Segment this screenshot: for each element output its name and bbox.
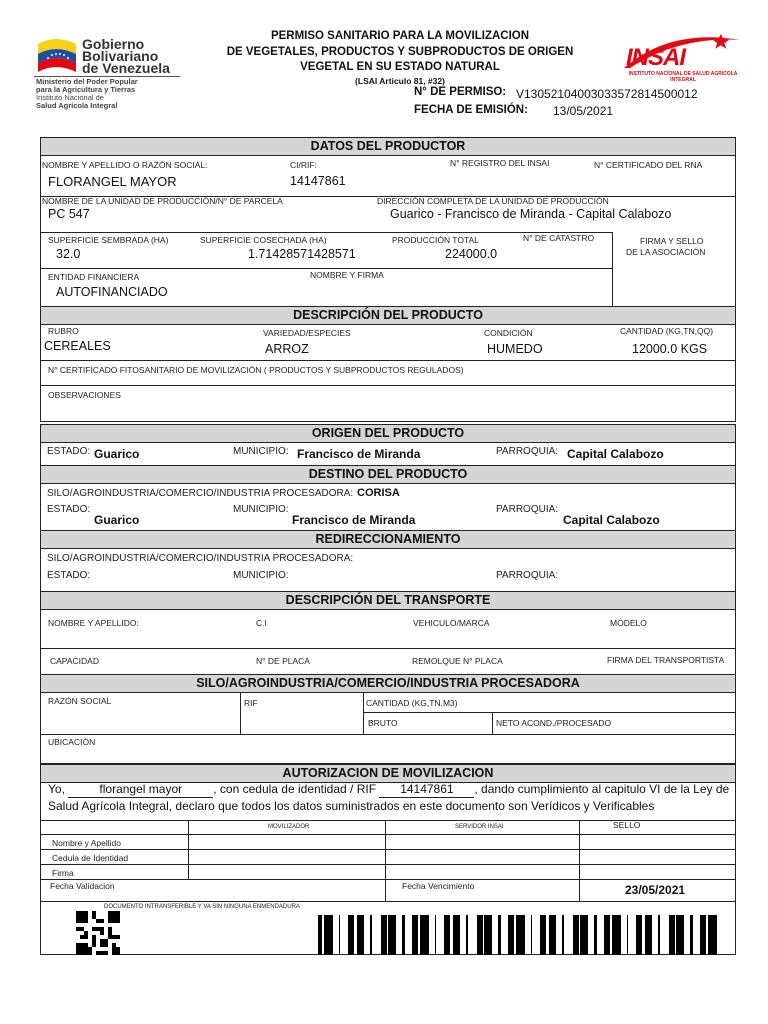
- destination-municipality: Francisco de Miranda: [292, 513, 416, 527]
- barcode-bar: [682, 915, 684, 955]
- harvested-area: 1.71428571428571: [248, 247, 356, 261]
- institute-line-2: Salud Agrícola Integral: [36, 101, 118, 110]
- sown-area: 32.0: [56, 247, 81, 261]
- permit-number: V13052104003033572814500012: [516, 87, 698, 101]
- sown-area-label: SUPERFICIE SEMBRADA (HA): [48, 235, 169, 245]
- barcode-bar: [658, 915, 660, 955]
- barcode-bar: [352, 915, 354, 955]
- barcode-bar: [327, 915, 328, 955]
- barcode-bar: [616, 915, 618, 955]
- legal-reference: (LSAI Articulo 81, #32): [355, 76, 445, 86]
- barcode-bar: [540, 915, 543, 955]
- barcode-bar: [484, 915, 486, 955]
- barcode-bar: [678, 915, 681, 955]
- barcode-bar: [627, 915, 628, 955]
- barcode-bar: [363, 915, 364, 955]
- productor-title: DATOS DEL PRODUCTOR: [40, 137, 736, 156]
- address: Guarico - Francisco de Miranda - Capital Calabozo: [390, 207, 672, 221]
- barcode-bar: [321, 915, 322, 955]
- barcode-bar: [606, 915, 609, 955]
- silo-rif-label: RIF: [244, 698, 258, 708]
- barcode-bar: [712, 915, 714, 955]
- insai-subtitle: INSTITUTO NACIONAL DE SALUD AGRICOLA INTEGRAL: [628, 71, 738, 83]
- association-sign-label-1: FIRMA Y SELLO: [640, 236, 704, 246]
- barcode-bar: [466, 915, 468, 955]
- barcode-bar: [339, 915, 340, 955]
- driver-sign-label: FIRMA DEL TRANSPORTISTA: [607, 655, 725, 665]
- insai-logo: [620, 34, 744, 84]
- production-unit-label: NOMBRE DE LA UNIDAD DE PRODUCCIÓN/N° DE PARCELA: [42, 196, 283, 206]
- barcode-bar: [573, 915, 574, 955]
- association-sign-label-2: DE LA ASOCIACIÓN: [626, 247, 706, 257]
- barcode-bar: [531, 915, 532, 955]
- barcode-bar: [676, 915, 678, 955]
- origin-title: ORIGEN DEL PRODUCTO: [40, 424, 736, 443]
- barcode-bar: [423, 915, 424, 955]
- gobierno-logo: [34, 30, 184, 110]
- silo-qty-label: CANTIDAD (KG,TN,M3): [366, 698, 458, 708]
- col-server-label: SERVIDOR INSAI: [455, 824, 504, 830]
- ministry-line-2: para la Agricultura y Tierras: [36, 85, 136, 94]
- barcode-bar: [612, 915, 615, 955]
- product-title: DESCRIPCIÓN DEL PRODUCTO: [40, 306, 736, 325]
- title-line-3: VEGETAL EN SU ESTADO NATURAL: [300, 61, 500, 73]
- barcode-bar: [330, 915, 333, 955]
- emission-label: FECHA DE EMISIÓN:: [414, 104, 528, 116]
- location-label: UBICACIÓN: [48, 737, 96, 747]
- statement-line-2: Salud Agrícola Integral, declaro que todos los datos suministrados en este documento son Verídicos y Verificables: [48, 799, 655, 813]
- barcode-bar: [594, 915, 597, 955]
- statement-yo: Yo,: [48, 782, 65, 796]
- finance-entity: AUTOFINANCIADO: [56, 285, 168, 299]
- driver-name-label: NOMBRE Y APELLIDO:: [48, 618, 139, 628]
- barcode-bar: [357, 915, 358, 955]
- origin-state-label: ESTADO:: [47, 446, 91, 457]
- redirect-municipality-label: MUNICIPIO:: [233, 570, 289, 581]
- barcode-bar: [580, 915, 582, 955]
- barcode-bar: [351, 915, 352, 955]
- barcode-bar: [640, 915, 642, 955]
- producer-name: FLORANGEL MAYOR: [48, 174, 177, 189]
- quantity-label: CANTIDAD (KG,TN,QQ): [620, 326, 714, 336]
- barcode-bar: [711, 915, 712, 955]
- silo-title: SILO/AGROINDUSTRIA/COMERCIO/INDUSTRIA PROCESADORA: [40, 674, 736, 693]
- phyto-cert-label: N° CERTIFICADO FITOSANITARIO DE MOVILIZACIÓN ( PRODUCTOS Y SUBPRODUCTOS REGULADOS): [48, 365, 464, 375]
- barcode-bar: [384, 915, 387, 955]
- redirect-title: REDIRECCIONAMIENTO: [40, 530, 736, 549]
- authorization-title: AUTORIZACION DE MOVILIZACION: [40, 764, 736, 783]
- producer-ci: 14147861: [290, 174, 346, 188]
- barcode-bar: [670, 915, 672, 955]
- barcode-bar: [478, 915, 480, 955]
- barcode-bar: [582, 915, 585, 955]
- barcode-bar: [459, 915, 460, 955]
- barcode-bar: [480, 915, 483, 955]
- barcode-bar: [370, 915, 372, 955]
- total-production: 224000.0: [445, 247, 498, 261]
- barcode-bar: [448, 915, 450, 955]
- barcode-bar: [424, 915, 426, 955]
- gross-label: BRUTO: [368, 718, 398, 728]
- barcode-bar: [555, 915, 556, 955]
- capacity-label: CAPACIDAD: [50, 656, 99, 666]
- barcode-bar: [708, 915, 711, 955]
- mover-id: 14147861: [379, 782, 474, 798]
- trailer-label: REMOLQUE N° PLACA: [412, 656, 503, 666]
- destination-silo-label: SILO/AGROINDUSTRIA/COMERCIO/INDUSTRIA PROCESADORA:: [47, 488, 354, 499]
- destination-state-label: ESTADO:: [47, 504, 91, 515]
- destination-title: DESTINO DEL PRODUCTO: [40, 465, 736, 484]
- barcode-bar: [453, 915, 454, 955]
- address-label: DIRECCIÓN COMPLETA DE LA UNIDAD DE PRODUCCIÓN: [377, 196, 609, 206]
- origin-state: Guarico: [94, 447, 140, 461]
- origin-municipality: Francisco de Miranda: [297, 447, 421, 461]
- barcode-bar: [390, 915, 393, 955]
- insai-registry-label: N° REGISTRO DEL INSAI: [450, 158, 550, 168]
- mover-name: florangel mayor: [68, 782, 213, 798]
- barcode-bar: [477, 915, 478, 955]
- expiry-date: 23/05/2021: [625, 883, 686, 897]
- origin-parish: Capital Calabozo: [567, 447, 664, 461]
- row-validation-label: Fecha Validacion: [50, 881, 115, 891]
- barcode-bar: [609, 915, 610, 955]
- destination-municipality-label: MUNICIPIO:: [233, 504, 289, 515]
- venezuela-flag-icon: [34, 36, 80, 76]
- barcode-bar: [456, 915, 459, 955]
- barcode-bar: [615, 915, 616, 955]
- observations-label: OBSERVACIONES: [48, 390, 121, 400]
- name-sign-label: NOMBRE Y FIRMA: [310, 270, 384, 280]
- barcode-bar: [426, 915, 429, 955]
- producer-ci-label: CI/RIF:: [290, 160, 317, 170]
- barcode-bar: [550, 915, 552, 955]
- finance-entity-label: ENTIDAD FINANCIERA: [48, 272, 140, 282]
- barcode-bar: [318, 915, 321, 955]
- barcode-bar: [348, 915, 351, 955]
- producer-name-label: NOMBRE Y APELLIDO O RAZÓN SOCIAL:: [42, 160, 208, 170]
- barcode-bar: [543, 915, 544, 955]
- barcode-bar: [402, 915, 405, 955]
- barcode-bar: [544, 915, 546, 955]
- silo-name-label: RAZÓN SOCIAL: [48, 696, 112, 706]
- barcode-bar: [705, 915, 706, 955]
- barcode-bar: [618, 915, 621, 955]
- footer-notice: DOCUMENTO INTRANSFERIBLE Y VA SIN NINGUNA ENMENDADURA: [104, 904, 300, 910]
- total-production-label: PRODUCCIÓN TOTAL: [392, 235, 479, 245]
- barcode-bar: [672, 915, 675, 955]
- cadastre-label: N° DE CATASTRO: [523, 233, 595, 243]
- barcode-bar: [486, 915, 489, 955]
- barcode-bar: [586, 915, 588, 955]
- barcode-bar: [549, 915, 550, 955]
- barcode-bar: [702, 915, 705, 955]
- emission-date: 13/05/2021: [553, 104, 614, 118]
- barcode: [318, 915, 722, 955]
- barcode-icon: [318, 915, 722, 955]
- gov-line-3: de Venezuela: [82, 60, 170, 76]
- variety-label: VARIEDAD/ESPECIES: [263, 328, 351, 338]
- ministry-line-1: Ministerio del Poder Popular: [36, 77, 138, 86]
- title-line-1: PERMISO SANITARIO PARA LA MOVILIZACION: [270, 30, 530, 42]
- barcode-bar: [412, 915, 414, 955]
- barcode-bar: [444, 915, 447, 955]
- barcode-bar: [681, 915, 682, 955]
- col-mover-label: MOVILIZADOR: [268, 824, 310, 830]
- condition: HUMEDO: [487, 342, 543, 356]
- barcode-bar: [585, 915, 586, 955]
- origin-parish-label: PARROQUIA:: [496, 446, 559, 457]
- row-name-label: Nombre y Apellido: [52, 838, 121, 848]
- barcode-bar: [360, 915, 363, 955]
- insai-wordmark: INSAI: [626, 44, 686, 71]
- qr-code-icon: [76, 911, 120, 955]
- barcode-bar: [388, 915, 390, 955]
- destination-parish-label: PARROQUIA:: [496, 504, 559, 515]
- net-label: NETO ACOND./PROCESADO: [496, 718, 612, 728]
- expiry-label: Fecha Vencimiento: [402, 881, 475, 891]
- permit-label: N° DE PERMISO:: [414, 86, 507, 98]
- barcode-bar: [604, 915, 606, 955]
- origin-municipality-label: MUNICIPIO:: [233, 446, 289, 457]
- plate-label: N° DE PLACA: [256, 656, 310, 666]
- transport-title: DESCRIPCIÓN DEL TRANSPORTE: [40, 591, 736, 610]
- barcode-bar: [700, 915, 702, 955]
- barcode-bar: [574, 915, 576, 955]
- statement-mid: , con cedula de identidad / RIF: [213, 782, 377, 796]
- rubro-label: RUBRO: [48, 326, 79, 336]
- destination-silo: CORISA: [357, 487, 400, 499]
- row-id-label: Cedula de Identidad: [52, 853, 129, 863]
- barcode-bar: [454, 915, 456, 955]
- harvested-area-label: SUPERFICIE COSECHADA (HA): [200, 235, 327, 245]
- row-sign-label: Firma: [52, 868, 74, 878]
- barcode-bar: [420, 915, 423, 955]
- barcode-bar: [516, 915, 519, 955]
- barcode-bar: [489, 915, 490, 955]
- barcode-bar: [522, 915, 525, 955]
- barcode-bar: [381, 915, 382, 955]
- barcode-bar: [417, 915, 418, 955]
- barcode-bar: [324, 915, 327, 955]
- authorization-statement: [48, 782, 732, 814]
- barcode-bar: [552, 915, 555, 955]
- barcode-bar: [498, 915, 501, 955]
- vehicle-label: VEHICULO/MARCA: [413, 618, 490, 628]
- barcode-bar: [328, 915, 330, 955]
- title-line-2: DE VEGETALES, PRODUCTOS Y SUBPRODUCTOS DE ORIGEN: [226, 46, 574, 58]
- barcode-bar: [393, 915, 394, 955]
- barcode-bar: [645, 915, 646, 955]
- condition-label: CONDICIÓN: [484, 328, 533, 338]
- rna-cert-label: N° CERTIFICADO DEL RNA: [594, 160, 703, 170]
- barcode-bar: [394, 915, 396, 955]
- barcode-bar: [639, 915, 640, 955]
- statement-end: , dando cumplimiento al capitulo VI de la Ley de: [474, 782, 730, 796]
- redirect-parish-label: PARROQUIA:: [496, 570, 559, 581]
- barcode-bar: [513, 915, 514, 955]
- model-label: MODELO: [610, 618, 647, 628]
- production-unit: PC 547: [48, 207, 90, 221]
- barcode-bar: [648, 915, 651, 955]
- barcode-bar: [562, 915, 564, 955]
- variety: ARROZ: [265, 342, 309, 356]
- barcode-bar: [636, 915, 639, 955]
- destination-state: Guarico: [94, 513, 140, 527]
- destination-parish: Capital Calabozo: [563, 513, 660, 527]
- redirect-state-label: ESTADO:: [47, 570, 91, 581]
- institute-line-1: Instituto Nacional de: [36, 93, 104, 102]
- barcode-bar: [358, 915, 360, 955]
- barcode-bar: [435, 915, 436, 955]
- barcode-bar: [447, 915, 448, 955]
- qr-code: [76, 911, 120, 955]
- barcode-bar: [414, 915, 417, 955]
- barcode-bar: [576, 915, 579, 955]
- gov-line-1: Gobierno: [82, 36, 145, 52]
- quantity: 12000.0 KGS: [632, 342, 708, 356]
- barcode-bar: [519, 915, 520, 955]
- gov-line-2: Bolivariano: [82, 48, 159, 64]
- barcode-bar: [490, 915, 492, 955]
- barcode-bar: [508, 915, 510, 955]
- barcode-bar: [382, 915, 384, 955]
- barcode-bar: [669, 915, 670, 955]
- barcode-bar: [714, 915, 717, 955]
- redirect-silo-label: SILO/AGROINDUSTRIA/COMERCIO/INDUSTRIA PROCESADORA:: [47, 553, 354, 564]
- rubro: CEREALES: [44, 339, 111, 353]
- col-seal-label: SELLO: [613, 820, 641, 830]
- barcode-bar: [651, 915, 652, 955]
- barcode-bar: [510, 915, 513, 955]
- barcode-bar: [646, 915, 648, 955]
- driver-ci-label: C.I: [256, 618, 267, 628]
- barcode-bar: [690, 915, 693, 955]
- barcode-bar: [520, 915, 522, 955]
